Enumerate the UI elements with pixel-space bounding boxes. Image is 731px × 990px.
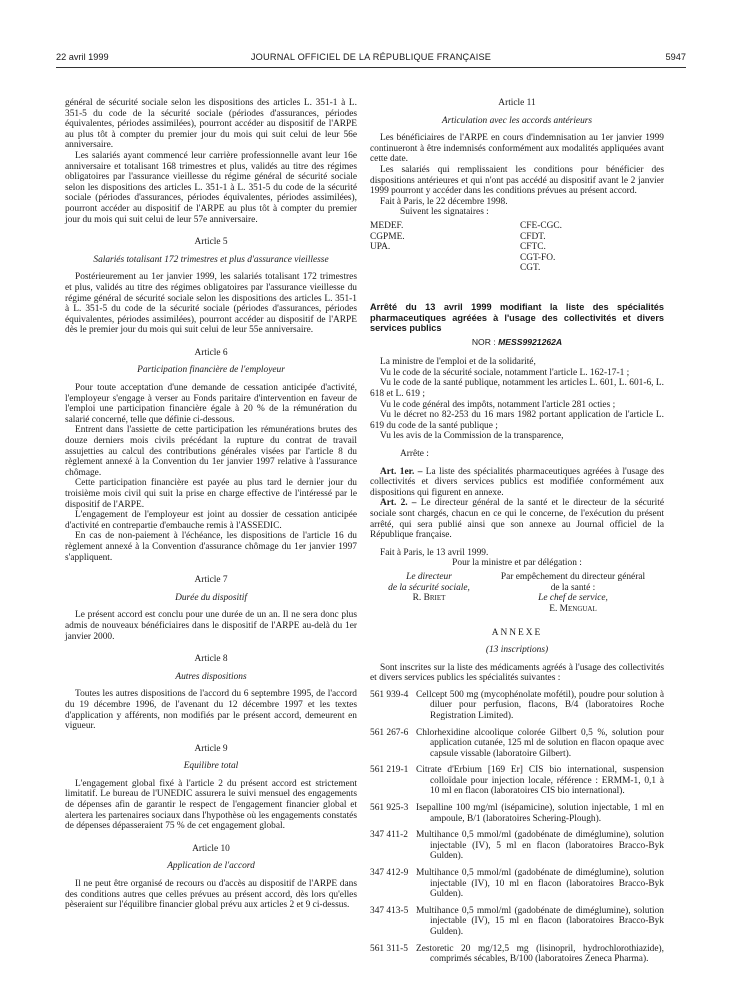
entry-text: Cellcept 500 mg (mycophénolate mofétil), poudre pour solution à diluer pour perfusion, flacons, B/4 (laboratoires Roche Registration Limited). bbox=[416, 689, 664, 721]
annex-entry bbox=[370, 803, 664, 824]
paragraph: L'engagement de l'employeur est joint au dossier de cessation anticipée d'activité en contrepartie d'embauche remis à l'ASSEDIC. bbox=[65, 510, 357, 531]
article-subtitle: Autres dispositions bbox=[175, 671, 247, 682]
signature-left bbox=[370, 572, 488, 614]
entry-text: Multihance 0,5 mmol/ml (gadobénate de diméglumine), solution injectable (IV), 5 ml en flacon (laboratoires Bracco-Byk Gulden). bbox=[416, 830, 664, 862]
entry-text: Isepalline 100 mg/ml (isépamicine), solution injectable, 1 ml en ampoule, B/1 (laboratoires Schering-Plough). bbox=[416, 803, 664, 824]
entry-code: 347 411-2 bbox=[370, 830, 408, 841]
article-paragraph bbox=[370, 498, 664, 540]
signatory: CGT. bbox=[520, 263, 541, 274]
annex-entries bbox=[370, 690, 664, 965]
annex-heading: ANNEXE bbox=[491, 628, 543, 639]
signer-title: Le directeur bbox=[406, 571, 452, 582]
article-label: Art. 1er. – bbox=[380, 466, 423, 477]
article-paragraph bbox=[370, 467, 664, 499]
signatories-list bbox=[370, 221, 664, 274]
entry-text: Zestoretic 20 mg/12,5 mg (lisinopril, hydrochlorothiazide), comprimés sécables, B/100 (laboratoires Zeneca Pharma). bbox=[416, 943, 664, 965]
left-column bbox=[65, 98, 357, 911]
paragraph: Vu le décret no 82-253 du 16 mars 1982 portant application de l'article L. 619 du code de la santé publique ; bbox=[370, 410, 664, 431]
signatories-unions bbox=[520, 221, 650, 274]
paragraph: Vu les avis de la Commission de la transparence, bbox=[380, 431, 564, 442]
signature-block bbox=[370, 572, 664, 614]
signature-date: Fait à Paris, le 13 avril 1999. bbox=[380, 547, 489, 558]
article-subtitle: Application de l'accord bbox=[167, 861, 255, 872]
annex-entry bbox=[370, 868, 664, 900]
page-header bbox=[56, 52, 686, 64]
paragraph: En cas de non-paiement à l'échéance, les dispositions de l'article 16 du règlement annexé à la Convention d'assurance chômage du 1er janvier 1997 s'appliquent. bbox=[65, 531, 357, 563]
article-subtitle: Durée du dispositif bbox=[175, 592, 247, 603]
signatories-heading: Suivent les signataires : bbox=[400, 207, 489, 218]
signer-name: R. Briet bbox=[412, 593, 446, 604]
signer-title: Le chef de service, bbox=[538, 593, 608, 604]
entry-text: Multihance 0,5 mmol/ml (gadobénate de diméglumine), solution injectable (IV), 10 ml en flacon (laboratoires Bracco-Byk Gulden). bbox=[416, 868, 664, 900]
article-heading: Article 8 bbox=[194, 654, 228, 665]
header-rule bbox=[56, 67, 686, 68]
entry-code: 561 219-1 bbox=[370, 765, 409, 776]
entry-code: 561 925-3 bbox=[370, 803, 409, 814]
entry-code: 347 412-9 bbox=[370, 868, 409, 879]
paragraph: Postérieurement au 1er janvier 1999, les salariés totalisant 172 trimestres et plus, validés au titre des régimes obligatoires par l'assurance vieillesse du régime général de sécurité sociale selon les dispositions des articles L. 351-1 à L. 351-5 du code de la sécurité sociale (périodes d'assurances, périodes équivalentes, périodes assimilées), pourront accéder au dispositif de l'ARPE dès le premier jour du mois qui suit celui de leur 55e anniversaire. bbox=[65, 272, 357, 336]
nor-reference bbox=[370, 337, 664, 348]
signatory: CFTC. bbox=[520, 242, 546, 253]
paragraph: Il ne peut être organisé de recours ou d'accès au dispositif de l'ARPE dans des conditions autres que celles prévues au présent accord, dès lors qu'elles pèseraient sur l'équilibre financier global prévu aux articles 2 et 9 ci-dessus. bbox=[65, 879, 357, 911]
signatory: CGPME. bbox=[370, 231, 405, 242]
signatory: CFDT. bbox=[520, 231, 546, 242]
paragraph: Le présent accord est conclu pour une durée de un an. Il ne sera donc plus admis de nouveaux bénéficiaires dans le dispositif de l'ARPE au-delà du 1er janvier 2000. bbox=[65, 610, 357, 642]
article-subtitle: Equilibre total bbox=[183, 761, 239, 772]
signer-title: de la sécurité sociale, bbox=[388, 582, 470, 593]
entry-text: Chlorhexidine alcoolique colorée Gilbert 0,5 %, solution pour application cutanée, 125 ml de solution en flacon opaque avec capsule vissable (laboratoire Gilbert). bbox=[416, 727, 664, 759]
signatory: MEDEF. bbox=[370, 220, 404, 231]
paragraph: La ministre de l'emploi et de la solidarité, bbox=[380, 357, 536, 368]
entry-code: 561 267-6 bbox=[370, 727, 409, 738]
signatory: CFE-CGC. bbox=[520, 220, 562, 231]
paragraph: Pour toute acceptation d'une demande de cessation anticipée d'activité, l'employeur s'engage à verser au Fonds paritaire d'intervention en faveur de l'emploi une participation financière égale à 20 % de la rémunération du salarié concerné, telle que définie ci-dessous. bbox=[65, 383, 357, 425]
annex-count: (13 inscriptions) bbox=[485, 644, 549, 655]
signatory: UPA. bbox=[370, 242, 391, 253]
signer-title: Par empêchement du directeur général bbox=[500, 571, 646, 582]
signature-right bbox=[488, 572, 658, 614]
annex-entry bbox=[370, 830, 664, 862]
right-column bbox=[370, 98, 664, 965]
nor-code: MESS9921262A bbox=[498, 336, 563, 347]
article-subtitle: Articulation avec les accords antérieurs bbox=[441, 115, 593, 126]
paragraph: L'engagement global fixé à l'article 2 du présent accord est strictement limitatif. Le bureau de l'UNEDIC assurera le suivi mensuel des engagements de dépenses afin de garantir le respect de l'engagement financier global et alertera les partenaires sociaux dans l'hypothèse où les engagements constatés de dépenses dépasseraient 75 % de cet engagement global. bbox=[65, 778, 357, 832]
delegation-line: Pour la ministre et par délégation : bbox=[452, 558, 582, 569]
signatories-employers bbox=[370, 221, 520, 274]
entry-code: 347 413-5 bbox=[370, 905, 409, 916]
paragraph: Les salariés ayant commencé leur carrière professionnelle avant leur 16e anniversaire et totalisant 168 trimestres et plus, validés au titre des régimes obligatoires par l'assurance vieillesse du régime général de sécurité sociale selon les dispositions des articles L. 351-1 à L. 351-5 du code de la sécurité sociale (périodes d'assurances, périodes équivalentes, périodes assimilées), pourront accéder au dispositif de l'ARPE au plus tôt à compter du premier jour du mois qui suit celui de leur 57e anniversaire. bbox=[65, 150, 357, 225]
entry-code: 561 939-4 bbox=[370, 689, 409, 700]
annex-entry bbox=[370, 906, 664, 938]
entry-code: 561 311-5 bbox=[370, 943, 408, 954]
paragraph: Vu le code de la santé publique, notamment les articles L. 601, L. 601-6, L. 618 et L. 619 ; bbox=[370, 378, 664, 400]
annex-entry bbox=[370, 728, 664, 760]
paragraph: Entrent dans l'assiette de cette participation les rémunérations brutes des douze derniers mois civils précédant la rupture du contrat de travail assujetties au calcul des contributions générales visées par l'article 8 du règlement annexé à la Convention du 1er janvier 1997 relative à l'assurance chômage. bbox=[65, 425, 357, 478]
annex-entry bbox=[370, 765, 664, 797]
article-text: Le directeur général de la santé et le directeur de la sécurité sociale sont chargés, chacun en ce qui le concerne, de l'exécution du présent arrêté, qui sera publié ainsi que son annexe au Journal officiel de la République française. bbox=[370, 498, 664, 541]
arrete-label: Arrête : bbox=[400, 449, 429, 460]
article-heading: Article 7 bbox=[194, 575, 228, 586]
paragraph: général de sécurité sociale selon les dispositions des articles L. 351-1 à L. 351-5 du code de la sécurité sociale (périodes d'assurances, périodes équivalentes, périodes assimilées), pourront accéder au dispositif de l'ARPE au plus tôt à compter du premier jour du mois qui suit celui de leur 56e anniversaire. bbox=[65, 98, 357, 151]
article-subtitle: Participation financière de l'employeur bbox=[137, 365, 285, 376]
signer-title: de la santé : bbox=[550, 582, 596, 593]
header-page-number: 5947 bbox=[665, 52, 686, 62]
signature-date: Fait à Paris, le 22 décembre 1998. bbox=[380, 196, 508, 207]
paragraph: Vu le code général des impôts, notamment l'article 281 octies ; bbox=[380, 399, 616, 410]
article-heading: Article 9 bbox=[194, 743, 228, 754]
paragraph: Les bénéficiaires de l'ARPE en cours d'indemnisation au 1er janvier 1999 continueront à être indemnisés conformément aux modalités appliquées avant cette date. bbox=[370, 133, 664, 165]
annex-entry bbox=[370, 690, 664, 722]
signatory: CGT-FO. bbox=[520, 252, 556, 263]
article-heading: Article 10 bbox=[192, 843, 230, 854]
decree-title: Arrêté du 13 avril 1999 modifiant la liste des spécialités pharmaceutiques agréées à l'usage des collectivités et divers services publics bbox=[370, 301, 664, 334]
article-heading: Article 6 bbox=[194, 347, 228, 358]
header-journal-title: JOURNAL OFFICIEL DE LA RÉPUBLIQUE FRANÇAISE bbox=[250, 52, 492, 62]
paragraph: Les salariés qui remplissaient les conditions pour bénéficier des dispositions antérieures et qui n'ont pas accédé au dispositif avant le 2 janvier 1999 pourront y accéder dans les conditions prévues au présent accord. bbox=[370, 164, 664, 197]
paragraph: Toutes les autres dispositions de l'accord du 6 septembre 1995, de l'accord du 19 décembre 1996, de l'avenant du 12 décembre 1997 et les textes d'application y afférents, non modifiés par le présent accord, demeurent en vigueur. bbox=[65, 689, 357, 732]
article-heading: Article 5 bbox=[194, 237, 228, 248]
article-label: Art. 2. – bbox=[380, 498, 417, 509]
entry-text: Citrate d'Erbium [169 Er] CIS bio international, suspension colloïdale pour injection locale, référence : ERMM-1, 0,1 à 10 ml en flacon (laboratoires CIS bio international). bbox=[416, 765, 664, 797]
article-text: La liste des spécialités pharmaceutiques agréées à l'usage des collectivités et divers services publics est modifiée conformément aux dispositions qui figurent en annexe. bbox=[370, 466, 664, 498]
paragraph: Cette participation financière est payée au plus tard le dernier jour du troisième mois civil qui suit la prise en charge effective de l'intéressé par le dispositif de l'ARPE. bbox=[65, 478, 357, 510]
paragraph: Vu le code de la sécurité sociale, notamment l'article L. 162-17-1 ; bbox=[380, 367, 630, 378]
article-heading: Article 11 bbox=[498, 98, 536, 108]
annex-entry bbox=[370, 944, 664, 965]
nor-label: NOR : bbox=[471, 336, 496, 347]
entry-text: Multihance 0,5 mmol/ml (gadobénate de diméglumine), solution injectable (IV), 15 ml en flacon (laboratoires Bracco-Byk Gulden). bbox=[416, 905, 664, 937]
signer-name: E. Mengual bbox=[549, 603, 597, 614]
article-subtitle: Salariés totalisant 172 trimestres et plus d'assurance vieillesse bbox=[93, 254, 329, 265]
paragraph: Sont inscrites sur la liste des médicaments agréés à l'usage des collectivités et divers services publics les spécialités suivantes : bbox=[370, 662, 664, 684]
header-date: 22 avril 1999 bbox=[56, 52, 109, 62]
